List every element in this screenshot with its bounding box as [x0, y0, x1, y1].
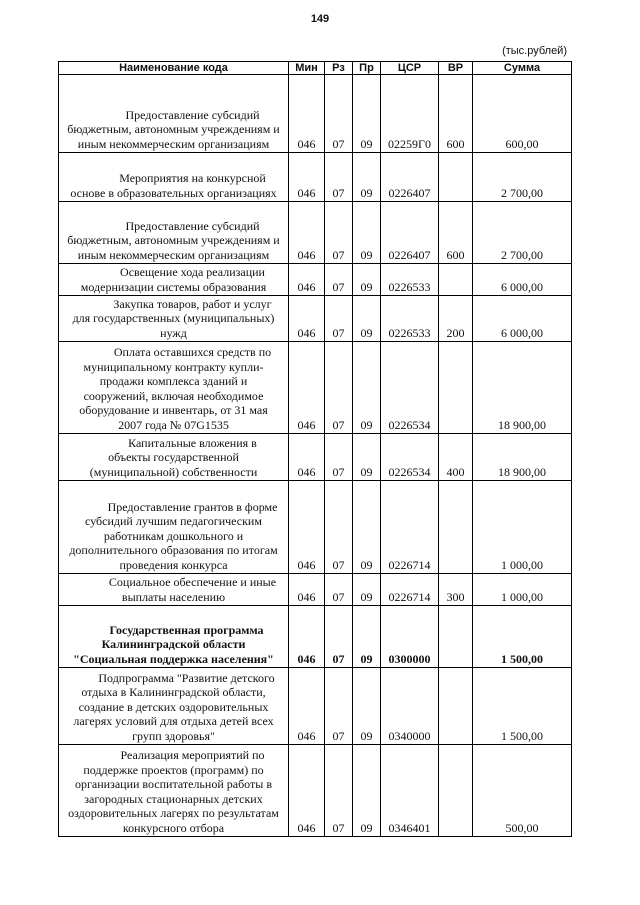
table-row: [59, 668, 572, 745]
row-name: Социальное обеспечение и иные выплаты населению: [59, 574, 289, 606]
row-pr: 09: [353, 202, 381, 264]
row-pr: 09: [353, 264, 381, 296]
row-csr: 0226534: [381, 434, 439, 481]
row-sum: 1 000,00: [473, 481, 572, 574]
row-csr: 0226534: [381, 342, 439, 434]
row-pr: 09: [353, 606, 381, 668]
table-row: [59, 434, 572, 481]
row-vr: 300: [439, 574, 473, 606]
row-name: Мероприятия на конкурсной основе в образовательных организациях: [59, 153, 289, 202]
row-vr: [439, 153, 473, 202]
row-rz: 07: [325, 264, 353, 296]
page-number: 149: [310, 13, 330, 25]
row-sum: 1 500,00: [473, 668, 572, 745]
row-rz: 07: [325, 668, 353, 745]
table-row: [59, 481, 572, 574]
row-csr: 0340000: [381, 668, 439, 745]
row-rz: 07: [325, 745, 353, 837]
row-csr: 0300000: [381, 606, 439, 668]
row-name: Реализация мероприятий по поддержке проектов (программ) по организации воспитательной работы в загородных стационарных детских оздоровительных лагерях по результатам конкурсного отбора: [59, 745, 289, 837]
row-name: Подпрограмма "Развитие детского отдыха в Калининградской области, создание в детских оздоровительных лагерях условий для отдыха детей всех групп здоровья": [59, 668, 289, 745]
table-row: [59, 745, 572, 837]
header-min: Мин: [289, 62, 325, 75]
row-pr: 09: [353, 481, 381, 574]
row-rz: 07: [325, 342, 353, 434]
units-label: (тыс.рублей): [502, 45, 567, 57]
row-vr: [439, 745, 473, 837]
header-rz: Рз: [325, 62, 353, 75]
row-vr: [439, 264, 473, 296]
row-sum: 6 000,00: [473, 296, 572, 342]
row-name: Предоставление грантов в форме субсидий лучшим педагогическим работникам дошкольного и дополнительного образования по итогам проведения конкурса: [59, 481, 289, 574]
budget-table: [58, 61, 572, 837]
row-pr: 09: [353, 434, 381, 481]
row-name: Капитальные вложения в объекты государственной (муниципальной) собственности: [59, 434, 289, 481]
row-rz: 07: [325, 481, 353, 574]
header-pr: Пр: [353, 62, 381, 75]
row-min: 046: [289, 342, 325, 434]
row-vr: [439, 606, 473, 668]
row-pr: 09: [353, 342, 381, 434]
row-csr: 0226407: [381, 153, 439, 202]
row-vr: [439, 668, 473, 745]
table-row: [59, 153, 572, 202]
row-sum: 18 900,00: [473, 342, 572, 434]
table-row: [59, 75, 572, 153]
table-row: [59, 606, 572, 668]
row-vr: 200: [439, 296, 473, 342]
row-sum: 1 500,00: [473, 606, 572, 668]
row-vr: 600: [439, 202, 473, 264]
row-min: 046: [289, 264, 325, 296]
row-csr: 0226714: [381, 574, 439, 606]
row-min: 046: [289, 481, 325, 574]
table-row: [59, 574, 572, 606]
row-min: 046: [289, 574, 325, 606]
row-pr: 09: [353, 75, 381, 153]
row-csr: 0226714: [381, 481, 439, 574]
row-vr: [439, 342, 473, 434]
row-csr: 0226407: [381, 202, 439, 264]
row-name: Освещение хода реализации модернизации системы образования: [59, 264, 289, 296]
table-header-row: [59, 62, 572, 75]
row-name: Оплата оставшихся средств по муниципальному контракту купли- продажи комплекса зданий и сооружений, включая необходимое оборудование и инвентарь, от 31 мая 2007 года № 07G1535: [59, 342, 289, 434]
row-min: 046: [289, 434, 325, 481]
header-sum: Сумма: [473, 62, 572, 75]
row-rz: 07: [325, 606, 353, 668]
row-csr: 0226533: [381, 264, 439, 296]
row-min: 046: [289, 75, 325, 153]
header-vr: ВР: [439, 62, 473, 75]
row-rz: 07: [325, 574, 353, 606]
table-row: [59, 342, 572, 434]
row-pr: 09: [353, 296, 381, 342]
row-min: 046: [289, 202, 325, 264]
row-name: Предоставление субсидий бюджетным, автономным учреждениям и иным некоммерческим организациям: [59, 202, 289, 264]
row-vr: 400: [439, 434, 473, 481]
row-name: Предоставление субсидий бюджетным, автономным учреждениям и иным некоммерческим организациям: [59, 75, 289, 153]
row-sum: 1 000,00: [473, 574, 572, 606]
header-csr: ЦСР: [381, 62, 439, 75]
row-sum: 600,00: [473, 75, 572, 153]
row-min: 046: [289, 153, 325, 202]
row-pr: 09: [353, 574, 381, 606]
row-sum: 18 900,00: [473, 434, 572, 481]
row-rz: 07: [325, 434, 353, 481]
row-pr: 09: [353, 668, 381, 745]
row-rz: 07: [325, 75, 353, 153]
row-min: 046: [289, 296, 325, 342]
row-csr: 02259Г0: [381, 75, 439, 153]
row-name: Государственная программа Калининградской области "Социальная поддержка населения": [59, 606, 289, 668]
row-sum: 500,00: [473, 745, 572, 837]
row-min: 046: [289, 668, 325, 745]
row-min: 046: [289, 745, 325, 837]
row-min: 046: [289, 606, 325, 668]
row-sum: 2 700,00: [473, 202, 572, 264]
table-row: [59, 202, 572, 264]
row-vr: 600: [439, 75, 473, 153]
table-row: [59, 296, 572, 342]
row-pr: 09: [353, 153, 381, 202]
row-vr: [439, 481, 473, 574]
row-rz: 07: [325, 202, 353, 264]
row-sum: 2 700,00: [473, 153, 572, 202]
table-row: [59, 264, 572, 296]
header-name: Наименование кода: [59, 62, 289, 75]
row-csr: 0226533: [381, 296, 439, 342]
row-rz: 07: [325, 153, 353, 202]
row-csr: 0346401: [381, 745, 439, 837]
row-rz: 07: [325, 296, 353, 342]
row-pr: 09: [353, 745, 381, 837]
row-sum: 6 000,00: [473, 264, 572, 296]
row-name: Закупка товаров, работ и услуг для государственных (муниципальных) нужд: [59, 296, 289, 342]
